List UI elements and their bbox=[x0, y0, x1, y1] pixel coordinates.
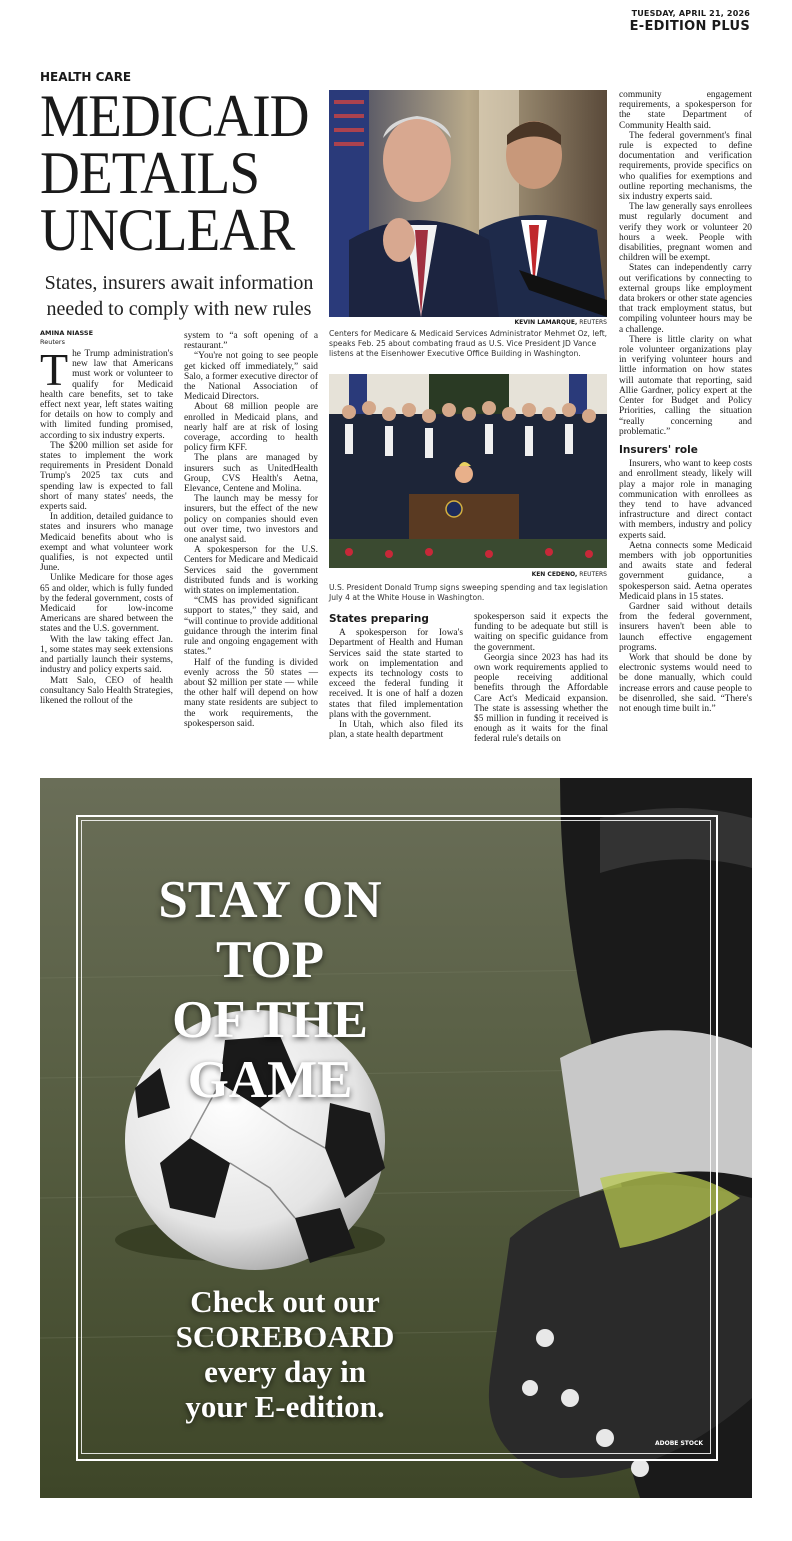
ad-headline-line: STAY ON TOP bbox=[158, 871, 382, 989]
photo-caption: Centers for Medicare & Medicaid Services Administrator Mehmet Oz, left, speaks Feb. 25 about combating fraud as U.S. Vice President JD Vance listens at the Eisenhower Executive Office Building in Washington. bbox=[329, 329, 608, 358]
paragraph: “CMS has provided significant support to states,” they said, and “will continue to provide additional guidance through the interim final rule and ongoing engagement with states.” bbox=[184, 596, 318, 658]
paragraph: In Utah, which also filed its plan, a state health department bbox=[329, 720, 463, 741]
paragraph: The plans are managed by insurers such as UnitedHealth Group, CVS Health's Aetna, Elevance, Centene and Molina. bbox=[184, 453, 318, 495]
drop-cap: T bbox=[40, 344, 69, 395]
section-subhead: Insurers' role bbox=[619, 443, 698, 456]
ad-message-line: your E-edition. bbox=[185, 1389, 385, 1424]
ad-message-line: SCOREBOARD bbox=[175, 1319, 395, 1354]
photo-credit-agency: REUTERS bbox=[579, 319, 607, 326]
article-column-1 bbox=[40, 344, 173, 706]
paragraph: In addition, detailed guidance to states and insurers who manage Medicaid benefits about who is exempt and what volunteer work qualifies, is not expected until June. bbox=[40, 512, 173, 574]
headline bbox=[40, 83, 309, 263]
scoreboard-advertisement[interactable] bbox=[40, 778, 752, 1498]
byline-agency: Reuters bbox=[40, 338, 65, 346]
paragraph: he Trump administration's new law that Americans must work or volunteer to qualify for Medicaid health care benefits, set to take effect next year, left states waiting for details on how to comply and with limited funding promised, according to six industry experts. bbox=[40, 349, 173, 441]
photo-credit-name: KEN CEDENO, bbox=[531, 571, 578, 578]
masthead bbox=[630, 9, 750, 34]
subheadline: States, insurers await information needed to comply with new rules bbox=[44, 272, 314, 320]
photo-caption: U.S. President Donald Trump signs sweeping spending and tax legislation July 4 at the White House in Washington. bbox=[329, 583, 608, 602]
ad-message-line: every day in bbox=[204, 1354, 366, 1389]
ad-message bbox=[140, 1284, 430, 1424]
article-column-2 bbox=[184, 331, 318, 729]
ad-message-line: Check out our bbox=[190, 1284, 380, 1319]
photo-oz-vance-image bbox=[329, 90, 607, 317]
byline-author: AMINA NIASSE bbox=[40, 329, 94, 337]
paragraph: A spokesperson for Iowa's Department of Health and Human Services said the state started to work on implementation and expects its technology costs to exceed the federal funding it received. It is one of half a dozen states that filed implementation plans with the government. bbox=[329, 628, 463, 720]
paragraph: The launch may be messy for insurers, but the effect of the new policy on companies should even out over time, two investors and one analyst said. bbox=[184, 494, 318, 546]
paragraph: Matt Salo, CEO of health consultancy Salo Health Strategies, likened the rollout of the bbox=[40, 675, 173, 706]
article-column-5 bbox=[619, 90, 752, 714]
paragraph: Gardner said without details from the federal government, insurers haven't been able to launch effective engagement programs. bbox=[619, 601, 752, 653]
paragraph: Insurers, who want to keep costs and enrollment steady, likely will play a major role in managing communication with enrollees as they tend to have advanced infrastructure and direct contact with members, industry and policy experts said. bbox=[619, 459, 752, 541]
paragraph: With the law taking effect Jan. 1, some states may seek extensions and partially launch their systems, industry and policy experts said. bbox=[40, 634, 173, 676]
headline-line: UNCLEAR bbox=[40, 197, 295, 263]
photo-bill-signing-image bbox=[329, 374, 607, 568]
paragraph: Work that should be done by electronic systems would need to be done manually, which could increase errors and cause people to be disenrolled, she said. “There's not enough time built in.” bbox=[619, 652, 752, 714]
ad-headline bbox=[100, 870, 440, 1110]
article-column-4 bbox=[474, 612, 608, 745]
headline-line: MEDICAID bbox=[40, 83, 309, 149]
headline-line: DETAILS bbox=[40, 140, 260, 206]
paragraph: There is little clarity on what role volunteer organizations play in verifying volunteer hours and little information on how states will automate that reporting, said Allie Gardner, policy expert at the Center for Budget and Policy Priorities, calling the situation “really concerning and problematic.” bbox=[619, 334, 752, 437]
paragraph: Aetna connects some Medicaid members with job opportunities and awaits state and federal government guidance, a spokesperson said. Aetna operates Medicaid plans in 15 states. bbox=[619, 540, 752, 602]
edition-date: TUESDAY, APRIL 21, 2026 bbox=[631, 9, 750, 18]
paragraph: States can independently carry out verifications by connecting to external groups like employment data brokers or other state agencies that track employment status, but compiling volunteer hours may be a challenge. bbox=[619, 263, 752, 335]
paragraph: Georgia since 2023 has had its own work requirements applied to people receiving additional benefits through the Affordable Care Act's Medicaid expansion. The state is assessing whether the $5 million in funding it received is enough as it waits for the final federal rule's details on bbox=[474, 652, 608, 745]
paragraph: system to “a soft opening of a restaurant.” bbox=[184, 331, 318, 352]
paragraph: “You're not going to see people get kicked off immediately,” said Salo, a former executive director of the National Association of Medicaid Directors. bbox=[184, 351, 318, 403]
paragraph: About 68 million people are enrolled in Medicaid plans, and nearly half are at risk of losing coverage, according to health policy firm KFF. bbox=[184, 402, 318, 454]
photo-credit-agency: REUTERS bbox=[579, 571, 607, 578]
paragraph: The $200 million set aside for states to implement the work requirements in President Donald Trump's 2025 tax cuts and spending law is expected to fall short of many states' needs, the experts said. bbox=[40, 440, 173, 513]
paragraph: community engagement requirements, a spokesperson for the state Department of Community Health said. bbox=[619, 90, 752, 131]
paragraph: Unlike Medicare for those ages 65 and older, which is fully funded by the federal government, costs of Medicaid for low-income Americans are shared between the states and the U.S. government. bbox=[40, 573, 173, 635]
paragraph: Half of the funding is divided evenly across the 50 states — about $2 million per state — while the other half will depend on how many state residents are subject to the work requirements, the spokesperson said. bbox=[184, 657, 318, 729]
section-label: HEALTH CARE bbox=[40, 70, 132, 84]
article-column-3 bbox=[329, 612, 463, 740]
photo-oz-vance bbox=[329, 90, 607, 317]
photo-bill-signing bbox=[329, 374, 607, 568]
photo-credit-name: KEVIN LAMARQUE, bbox=[514, 319, 578, 326]
paragraph: A spokesperson for the U.S. Centers for Medicare and Medicaid Services said the government distributed funds and is working with states on implementation. bbox=[184, 545, 318, 597]
paragraph: The law generally says enrollees must regularly document and verify they work or volunteer 20 hours a week. People with disabilities, pregnant women and children will be exempt. bbox=[619, 202, 752, 264]
paragraph: spokesperson said it expects the funding to be adequate but still is waiting on specific guidance from the government. bbox=[474, 612, 608, 653]
ad-headline-line: OF THE GAME bbox=[172, 991, 368, 1109]
photo-credit bbox=[480, 319, 607, 326]
edition-name: E-EDITION PLUS bbox=[629, 19, 750, 34]
photo-credit bbox=[480, 571, 607, 578]
paragraph: The federal government's final rule is expected to define documentation and verification requirements, provide specifics on who qualifies for exemptions and outline reporting mechanisms, the six industry experts said. bbox=[619, 130, 752, 203]
ad-image-credit: ADOBE STOCK bbox=[655, 1440, 704, 1447]
section-subhead: States preparing bbox=[329, 613, 429, 625]
